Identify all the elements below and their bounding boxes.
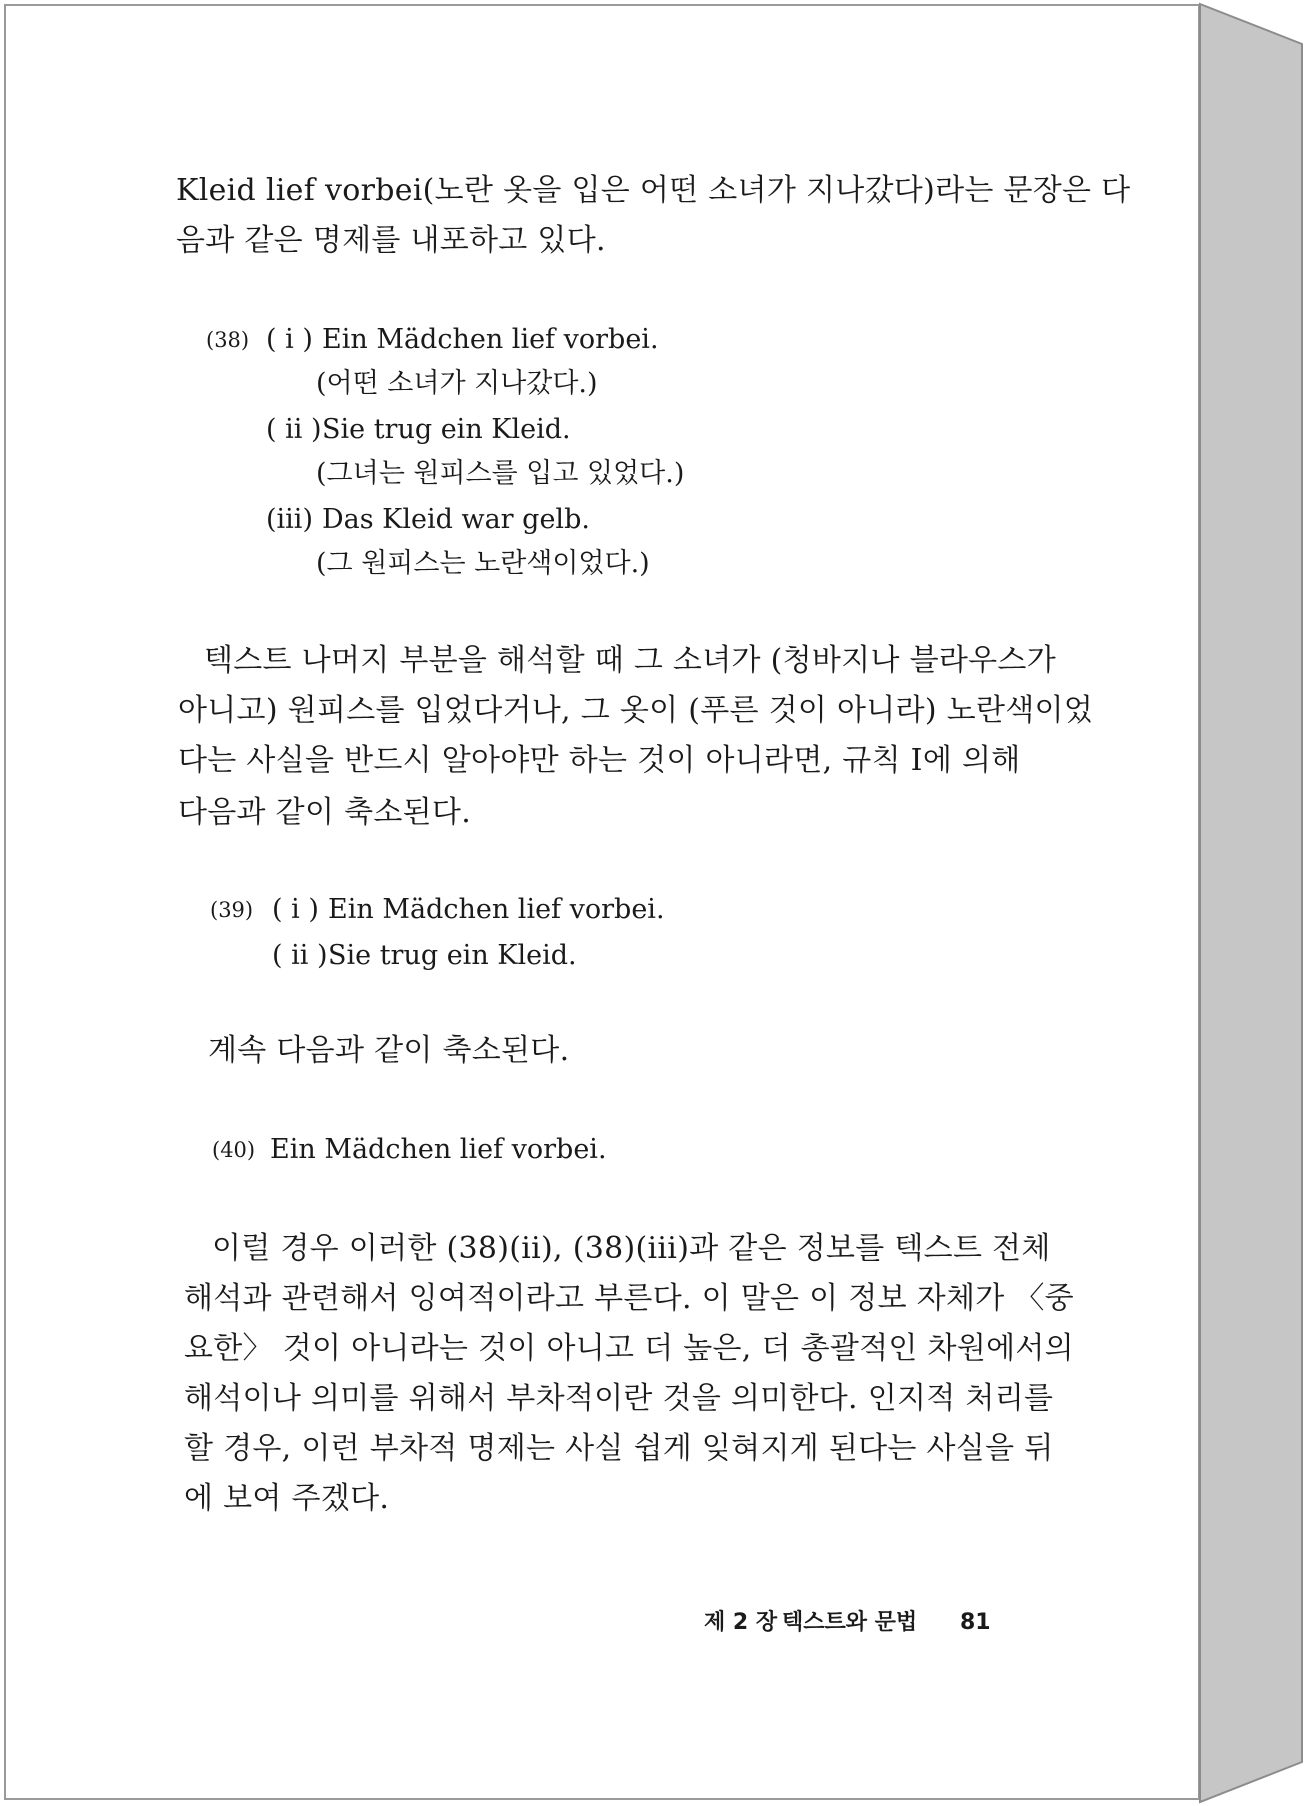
paragraph-3: 계속 다음과 같이 축소된다. bbox=[208, 1033, 570, 1068]
example-39-german-1: Ein Mädchen lief vorbei. bbox=[328, 894, 665, 925]
example-38-marker-1: ( i ) bbox=[266, 324, 313, 355]
example-39-marker-2: ( ii ) bbox=[272, 940, 328, 971]
example-38-german-2: Sie trug ein Kleid. bbox=[322, 414, 571, 445]
intro-line-2: 음과 같은 명제를 내포하고 있다. bbox=[176, 223, 606, 258]
example-38-marker-3: (iii) bbox=[266, 504, 313, 535]
example-40-german: Ein Mädchen lief vorbei. bbox=[270, 1134, 607, 1165]
example-38-label: (38) bbox=[206, 328, 250, 352]
paragraph-2-line-4: 다음과 같이 축소된다. bbox=[178, 795, 472, 830]
intro-line-1: Kleid lief vorbei(노란 옷을 입은 어떤 소녀가 지나갔다)라는 문장은 다 bbox=[176, 173, 1131, 208]
example-38-marker-2: ( ii ) bbox=[266, 414, 322, 445]
example-39-label: (39) bbox=[210, 898, 254, 922]
paragraph-2-line-1: 텍스트 나머지 부분을 해석할 때 그 소녀가 (청바지나 블라우스가 bbox=[204, 643, 1056, 678]
example-38-korean-3: (그 원피스는 노란색이었다.) bbox=[316, 548, 650, 579]
example-38-korean-1: (어떤 소녀가 지나갔다.) bbox=[316, 368, 598, 399]
example-38-german-1: Ein Mädchen lief vorbei. bbox=[322, 324, 659, 355]
footer-page-number: 81 bbox=[960, 1610, 991, 1635]
example-39-german-2: Sie trug ein Kleid. bbox=[328, 940, 577, 971]
paragraph-4-line-1: 이럴 경우 이러한 (38)(ii), (38)(iii)과 같은 정보를 텍스트 전체 bbox=[212, 1231, 1051, 1266]
paragraph-4-line-4: 해석이나 의미를 위해서 부차적이란 것을 의미한다. 인지적 처리를 bbox=[184, 1381, 1054, 1416]
example-39-marker-1: ( i ) bbox=[272, 894, 319, 925]
paragraph-4-line-6: 에 보여 주겠다. bbox=[184, 1481, 390, 1516]
paragraph-4-line-2: 해석과 관련해서 잉여적이라고 부른다. 이 말은 이 정보 자체가 〈중 bbox=[184, 1281, 1074, 1316]
example-40-label: (40) bbox=[212, 1138, 256, 1162]
paragraph-2-line-2: 아니고) 원피스를 입었다거나, 그 옷이 (푸른 것이 아니라) 노란색이었 bbox=[178, 693, 1094, 728]
paragraph-2-line-3: 다는 사실을 반드시 알아야만 하는 것이 아니라면, 규칙 Ⅰ에 의해 bbox=[178, 743, 1021, 778]
example-38-korean-2: (그녀는 원피스를 입고 있었다.) bbox=[316, 458, 685, 489]
example-38-german-3: Das Kleid war gelb. bbox=[322, 504, 590, 535]
paragraph-4-line-3: 요한〉 것이 아니라는 것이 아니고 더 높은, 더 총괄적인 차원에서의 bbox=[184, 1331, 1074, 1366]
footer-chapter: 제 2 장 bbox=[704, 1610, 778, 1635]
paragraph-4-line-5: 할 경우, 이런 부차적 명제는 사실 쉽게 잊혀지게 된다는 사실을 뒤 bbox=[184, 1431, 1054, 1466]
footer-title: 텍스트와 문법 bbox=[782, 1610, 918, 1635]
